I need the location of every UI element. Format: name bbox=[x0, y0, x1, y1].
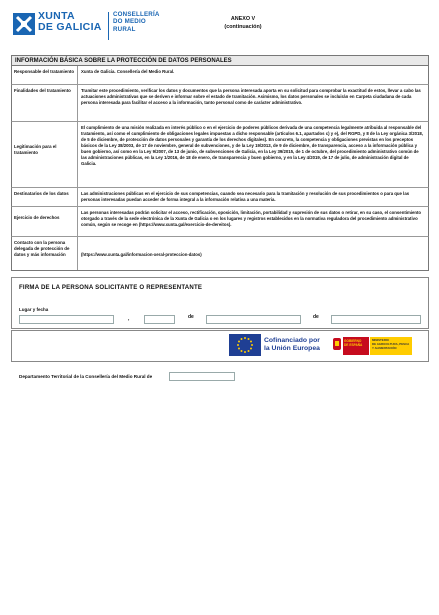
day-input[interactable] bbox=[144, 315, 175, 324]
es-min3: Y ALIMENTACIÓN bbox=[372, 345, 397, 350]
table-row bbox=[11, 188, 429, 207]
eu-line2: la Unión Europea bbox=[264, 345, 320, 353]
row-label: Responsable del tratamiento bbox=[12, 66, 78, 84]
eu-line1: Cofinanciado por bbox=[264, 337, 320, 344]
row-text[interactable]: (https://www.xunta.gal/informacion-xeral-proteccion-datos) bbox=[81, 252, 202, 257]
de-separator-1: de bbox=[188, 314, 194, 320]
month-input[interactable] bbox=[206, 315, 301, 324]
year-input[interactable] bbox=[331, 315, 421, 324]
row-text: Tramitar este procedimiento, verificar los datos y documentos que la persona interesada aporta en su solicitud para comprobar la exactitud de estos, llevar a cabo las actuaciones administrativas que se deriven e informar sobre el estado de tramitación. Asimismo, los datos personales se incluirán en Carpeta ciudadana de cada persona interesada para facilitar el acceso a la información, tanto personal como de carácter administrativo. bbox=[81, 88, 421, 105]
cons-line2: DO MEDIO bbox=[113, 18, 146, 26]
xunta-emblem-icon bbox=[12, 12, 36, 36]
signature-title: FIRMA DE LA PERSONA SOLICITANTE O REPRESENTANTE bbox=[19, 284, 203, 291]
spain-government-logo bbox=[332, 335, 412, 357]
data-protection-title: INFORMACIÓN BÁSICA SOBRE LA PROTECCIÓN DE DATOS PERSONALES bbox=[11, 55, 429, 66]
table-row bbox=[11, 237, 429, 271]
annex-continuation: (continuación) bbox=[224, 24, 262, 30]
xunta-logo bbox=[12, 10, 212, 48]
annex-heading bbox=[200, 15, 286, 31]
xunta-line2: DE GALICIA bbox=[38, 21, 102, 33]
row-label: Ejercicio de derechos bbox=[12, 207, 78, 236]
cons-line3: RURAL bbox=[113, 25, 136, 33]
spain-coat-of-arms-icon bbox=[332, 336, 342, 352]
xunta-wordmark bbox=[38, 11, 102, 33]
es-line2: DE ESPAÑA bbox=[344, 343, 363, 347]
row-label: Contacto con la persona delegada de protección de datos y más información bbox=[12, 237, 78, 270]
department-label: Departamento Territorial de la Consellería del Medio Rural de bbox=[19, 374, 153, 379]
eu-cofinancing-text bbox=[264, 337, 320, 353]
place-input[interactable] bbox=[19, 315, 114, 324]
es-min1: MINISTERIO bbox=[372, 338, 389, 342]
row-text: Las personas interesadas podrán solicitar el acceso, rectificación, oposición, limitación, portabilidad y supresión de sus datos o retirar, en su caso, el consentimiento otorgado a través de la sede electrónica de la Xunta de Galicia o en los lugares y registros establecidos en la normativa reguladora del procedimiento administrativo común, según se recoge en (https://www.xunta.gal/exercicio-de-dereitos). bbox=[81, 210, 422, 227]
row-text: Xunta de Galicia. Consellería del Medio Rural. bbox=[81, 69, 175, 74]
place-date-label: Lugar y fecha bbox=[19, 307, 49, 312]
ministerio-text bbox=[372, 339, 409, 350]
table-row bbox=[11, 66, 429, 85]
comma-separator: , bbox=[128, 316, 130, 322]
department-input[interactable] bbox=[169, 372, 235, 381]
row-text: El cumplimiento de una misión realizada en interés público o en el ejercicio de poderes públicos derivada de una competencia legalmente atribuida al responsable del tratamiento, así como el cumplimiento de obligaciones legales impuestas a dicho responsable (artículos 6.1, apartados c) y e), del RGPD, y 8 de la Ley orgánica 3/2018, de 5 de diciembre, de protección de datos personales y garantía de los derechos digitales). En concreto, la competencia y obligaciones previstas en los preceptos básicos de la Ley 38/2003, de 17 de noviembre, general de subvenciones, y de la Ley 19/2013, de 9 de diciembre, de transparencia, acceso a la información pública y buen gobierno, así como en la Ley 9/2007, de 13 de junio, de subvenciones de Galicia, en la Ley 39/2015, de 1 de octubre, del procedimiento administrativo común de las administraciones públicas, en la Ley 1/2016, de 18 de enero, de transparencia y buen gobierno, y en la Ley 4/2019, de 17 de julio, de administración digital de Galicia. bbox=[81, 125, 423, 166]
xunta-line1: XUNTA bbox=[38, 10, 75, 22]
gobierno-text bbox=[344, 339, 362, 347]
cons-line1: CONSELLERÍA bbox=[113, 11, 160, 18]
es-line1: GOBIERNO bbox=[344, 339, 362, 343]
conselleria-wordmark bbox=[113, 11, 160, 33]
eu-flag-icon bbox=[229, 334, 261, 356]
table-row bbox=[11, 207, 429, 237]
row-text: Las administraciones públicas en el ejercicio de sus competencias, cuando sea necesario para la tramitación y resolución de sus procedimientos o para que las personas interesadas puedan acceder de forma integral a la información relativa a una materia. bbox=[81, 191, 410, 202]
table-row bbox=[11, 85, 429, 122]
row-label: Destinatarios de los datos bbox=[12, 188, 78, 206]
de-separator-2: de bbox=[313, 314, 319, 320]
row-label: Finalidades del tratamiento bbox=[12, 85, 78, 121]
es-min2: DE AGRICULTURA, PESCA bbox=[372, 341, 410, 346]
row-label: Legitimación para el tratamiento bbox=[12, 122, 78, 187]
table-row bbox=[11, 122, 429, 188]
annex-title: ANEXO V bbox=[230, 16, 256, 22]
logo-divider bbox=[108, 12, 109, 40]
